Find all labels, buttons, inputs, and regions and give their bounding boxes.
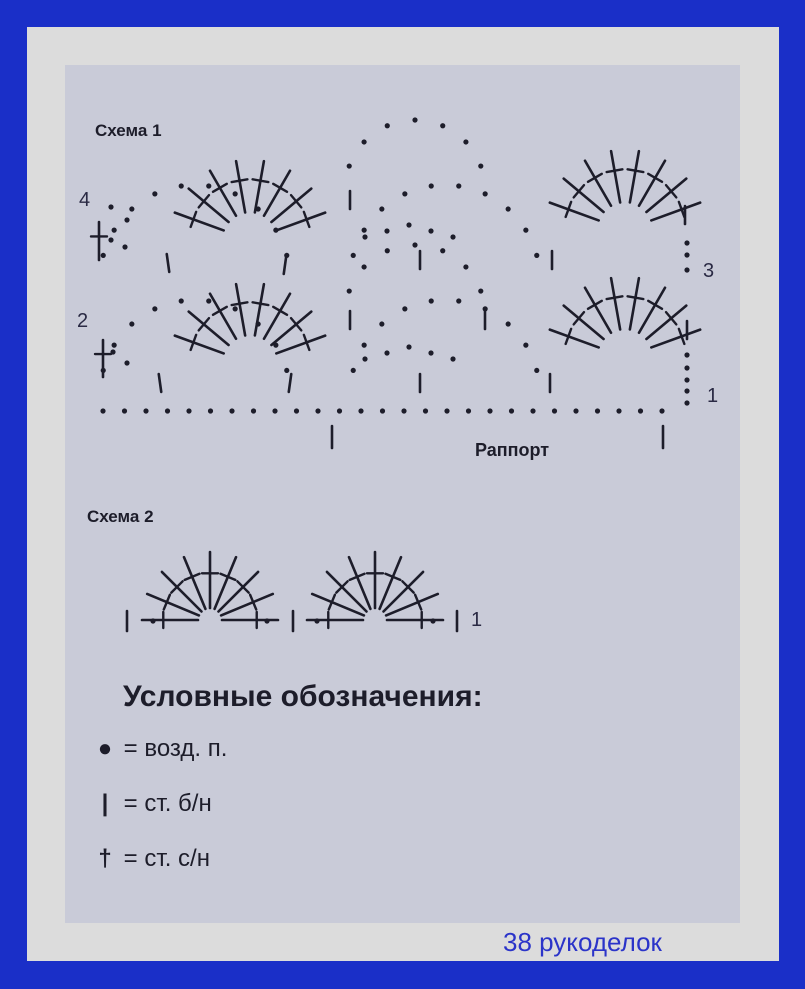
double-crochet-stem: [611, 151, 620, 202]
single-crochet-mark: [289, 374, 292, 392]
legend-title: Условные обозначения:: [123, 680, 483, 713]
legend-text-single: = ст. б/н: [123, 790, 212, 817]
chain-dot: [429, 183, 434, 188]
chain-dot: [206, 298, 211, 303]
chain-dot: [684, 267, 689, 272]
chain-dot: [143, 408, 148, 413]
double-crochet-crossbar: [253, 179, 269, 182]
chain-dot: [208, 408, 213, 413]
chain-dot: [379, 206, 384, 211]
chain-dot: [573, 408, 578, 413]
chain-dot: [112, 228, 117, 233]
chain-dot: [124, 360, 129, 365]
chain-dot: [124, 217, 129, 222]
chain-dot: [385, 248, 390, 253]
double-crochet-crossbar: [628, 169, 644, 172]
double-crochet-crossbar: [213, 184, 227, 192]
double-crochet-stem: [327, 572, 367, 612]
chain-dot: [112, 343, 117, 348]
double-crochet-stem: [255, 161, 264, 212]
chain-dot: [430, 618, 435, 623]
chain-dot: [684, 252, 689, 257]
chain-dot: [523, 228, 528, 233]
chain-dot: [530, 408, 535, 413]
chain-dot: [487, 408, 492, 413]
chain-dot: [463, 139, 468, 144]
chain-dot: [108, 237, 113, 242]
double-crochet-crossbar: [273, 184, 287, 192]
double-crochet-crossbar: [588, 301, 602, 309]
row-number-1: 1: [707, 385, 719, 407]
chain-dot: [428, 228, 433, 233]
double-crochet-crossbar: [253, 302, 269, 305]
site-caption: 38 рукоделок: [503, 927, 662, 957]
chain-dot: [251, 408, 256, 413]
double-crochet-stem: [147, 594, 199, 615]
chain-dot: [684, 240, 689, 245]
chain-dot: [684, 400, 689, 405]
chain-dot: [384, 350, 389, 355]
crochet-chart-photo: [65, 65, 740, 923]
legend-text-double: = ст. с/н: [123, 845, 210, 872]
double-crochet-stem: [630, 278, 639, 329]
chain-dot: [534, 253, 539, 258]
chain-dot: [638, 408, 643, 413]
double-crochet-stem: [162, 572, 202, 612]
double-crochet-stem: [255, 284, 264, 335]
chain-dot: [483, 191, 488, 196]
chain-dot: [314, 618, 319, 623]
chain-dot: [351, 253, 356, 258]
chain-dot: [165, 408, 170, 413]
chain-dot: [129, 206, 134, 211]
double-crochet-stem: [380, 557, 401, 609]
chain-dot: [428, 350, 433, 355]
double-crochet-stem: [386, 594, 438, 615]
scheme1-title: Схема 1: [95, 121, 162, 140]
single-crochet-mark: [159, 374, 162, 392]
chain-dot: [347, 163, 352, 168]
chain-dot: [450, 234, 455, 239]
double-crochet-stem: [175, 213, 224, 231]
chain-dot: [595, 408, 600, 413]
chain-dot: [466, 408, 471, 413]
chain-dot: [362, 343, 367, 348]
chain-dot: [362, 356, 367, 361]
chain-dot: [684, 352, 689, 357]
chain-dot: [361, 264, 366, 269]
chain-dot: [456, 183, 461, 188]
chain-dot: [440, 248, 445, 253]
chain-dot: [110, 349, 115, 354]
chain-dot: [478, 163, 483, 168]
double-crochet-crossbar: [628, 296, 644, 299]
chain-dot: [361, 139, 366, 144]
chain-stitch-icon: ●: [97, 735, 113, 762]
scheme2-row-number: 1: [471, 609, 483, 631]
chain-dot: [684, 377, 689, 382]
row-number-3: 3: [703, 260, 715, 282]
double-crochet-stem: [221, 594, 273, 615]
chain-dot: [684, 388, 689, 393]
chain-dot: [272, 408, 277, 413]
double-crochet-stem: [215, 557, 236, 609]
double-crochet-crossbar: [213, 307, 227, 315]
legend-item-chain: [93, 735, 227, 763]
chain-dot: [129, 321, 134, 326]
chain-dot: [440, 123, 445, 128]
chain-dot: [100, 408, 105, 413]
chain-dot: [463, 264, 468, 269]
chain-dot: [456, 298, 461, 303]
double-crochet-crossbar: [232, 302, 248, 305]
chain-dot: [406, 344, 411, 349]
chain-dot: [284, 368, 289, 373]
chain-dot: [122, 244, 127, 249]
chain-dot: [152, 306, 157, 311]
double-crochet-stem: [611, 278, 620, 329]
double-crochet-icon: †: [98, 845, 112, 872]
chain-dot: [152, 191, 157, 196]
double-crochet-stem: [184, 557, 205, 609]
single-crochet-mark: [167, 254, 170, 272]
chain-dot: [659, 408, 664, 413]
double-crochet-stem: [175, 336, 224, 354]
chain-dot: [179, 298, 184, 303]
double-crochet-crossbar: [607, 296, 623, 299]
chain-dot: [450, 356, 455, 361]
chain-dot: [523, 343, 528, 348]
double-crochet-stem: [630, 151, 639, 202]
double-crochet-stem: [550, 330, 599, 348]
chain-dot: [264, 618, 269, 623]
chain-dot: [233, 191, 238, 196]
chain-dot: [509, 408, 514, 413]
double-crochet-stem: [383, 572, 423, 612]
double-crochet-stem: [651, 330, 700, 348]
chain-dot: [379, 321, 384, 326]
chain-dot: [552, 408, 557, 413]
double-crochet-stem: [236, 161, 245, 212]
chain-dot: [478, 288, 483, 293]
chain-dot: [384, 228, 389, 233]
double-crochet-stem: [312, 594, 364, 615]
double-crochet-stem: [276, 336, 325, 354]
double-crochet-crossbar: [607, 169, 623, 172]
chain-dot: [684, 365, 689, 370]
double-crochet-crossbar: [588, 174, 602, 182]
chain-dot: [402, 191, 407, 196]
chain-dot: [229, 408, 234, 413]
chain-dot: [362, 228, 367, 233]
chain-dot: [362, 234, 367, 239]
double-crochet-stem: [276, 213, 325, 231]
chain-dot: [347, 288, 352, 293]
double-crochet-stem: [218, 572, 258, 612]
chain-dot: [506, 206, 511, 211]
chain-dot: [401, 408, 406, 413]
repeat-label: Раппорт: [475, 440, 550, 460]
chain-dot: [351, 368, 356, 373]
chain-dot: [423, 408, 428, 413]
chain-dot: [233, 306, 238, 311]
chain-dot: [206, 183, 211, 188]
double-crochet-stem: [550, 203, 599, 221]
chain-dot: [315, 408, 320, 413]
chain-dot: [150, 618, 155, 623]
chain-dot: [122, 408, 127, 413]
double-crochet-crossbar: [232, 179, 248, 182]
legend-text-chain: = возд. п.: [123, 735, 228, 762]
chain-dot: [186, 408, 191, 413]
single-crochet-mark: [284, 256, 287, 274]
chain-dot: [506, 321, 511, 326]
chain-dot: [412, 117, 417, 122]
legend-item-single: [93, 790, 212, 818]
double-crochet-stem: [349, 557, 370, 609]
double-crochet-crossbar: [273, 307, 287, 315]
chain-dot: [294, 408, 299, 413]
chain-dot: [101, 253, 106, 258]
chain-dot: [429, 298, 434, 303]
scheme2-title: Схема 2: [87, 507, 154, 526]
double-crochet-stem: [651, 203, 700, 221]
chain-dot: [534, 368, 539, 373]
legend-item-double: [93, 845, 210, 873]
chain-dot: [358, 408, 363, 413]
double-crochet-crossbar: [648, 301, 662, 309]
row-number-4: 4: [79, 189, 91, 211]
chain-dot: [108, 204, 113, 209]
single-crochet-icon: |: [101, 790, 109, 817]
chain-dot: [337, 408, 342, 413]
double-crochet-crossbar: [648, 174, 662, 182]
chain-dot: [179, 183, 184, 188]
row-number-2: 2: [77, 310, 89, 332]
chain-dot: [412, 242, 417, 247]
chain-dot: [380, 408, 385, 413]
chain-dot: [444, 408, 449, 413]
chain-dot: [402, 306, 407, 311]
chain-dot: [616, 408, 621, 413]
chain-dot: [406, 222, 411, 227]
chain-dot: [385, 123, 390, 128]
